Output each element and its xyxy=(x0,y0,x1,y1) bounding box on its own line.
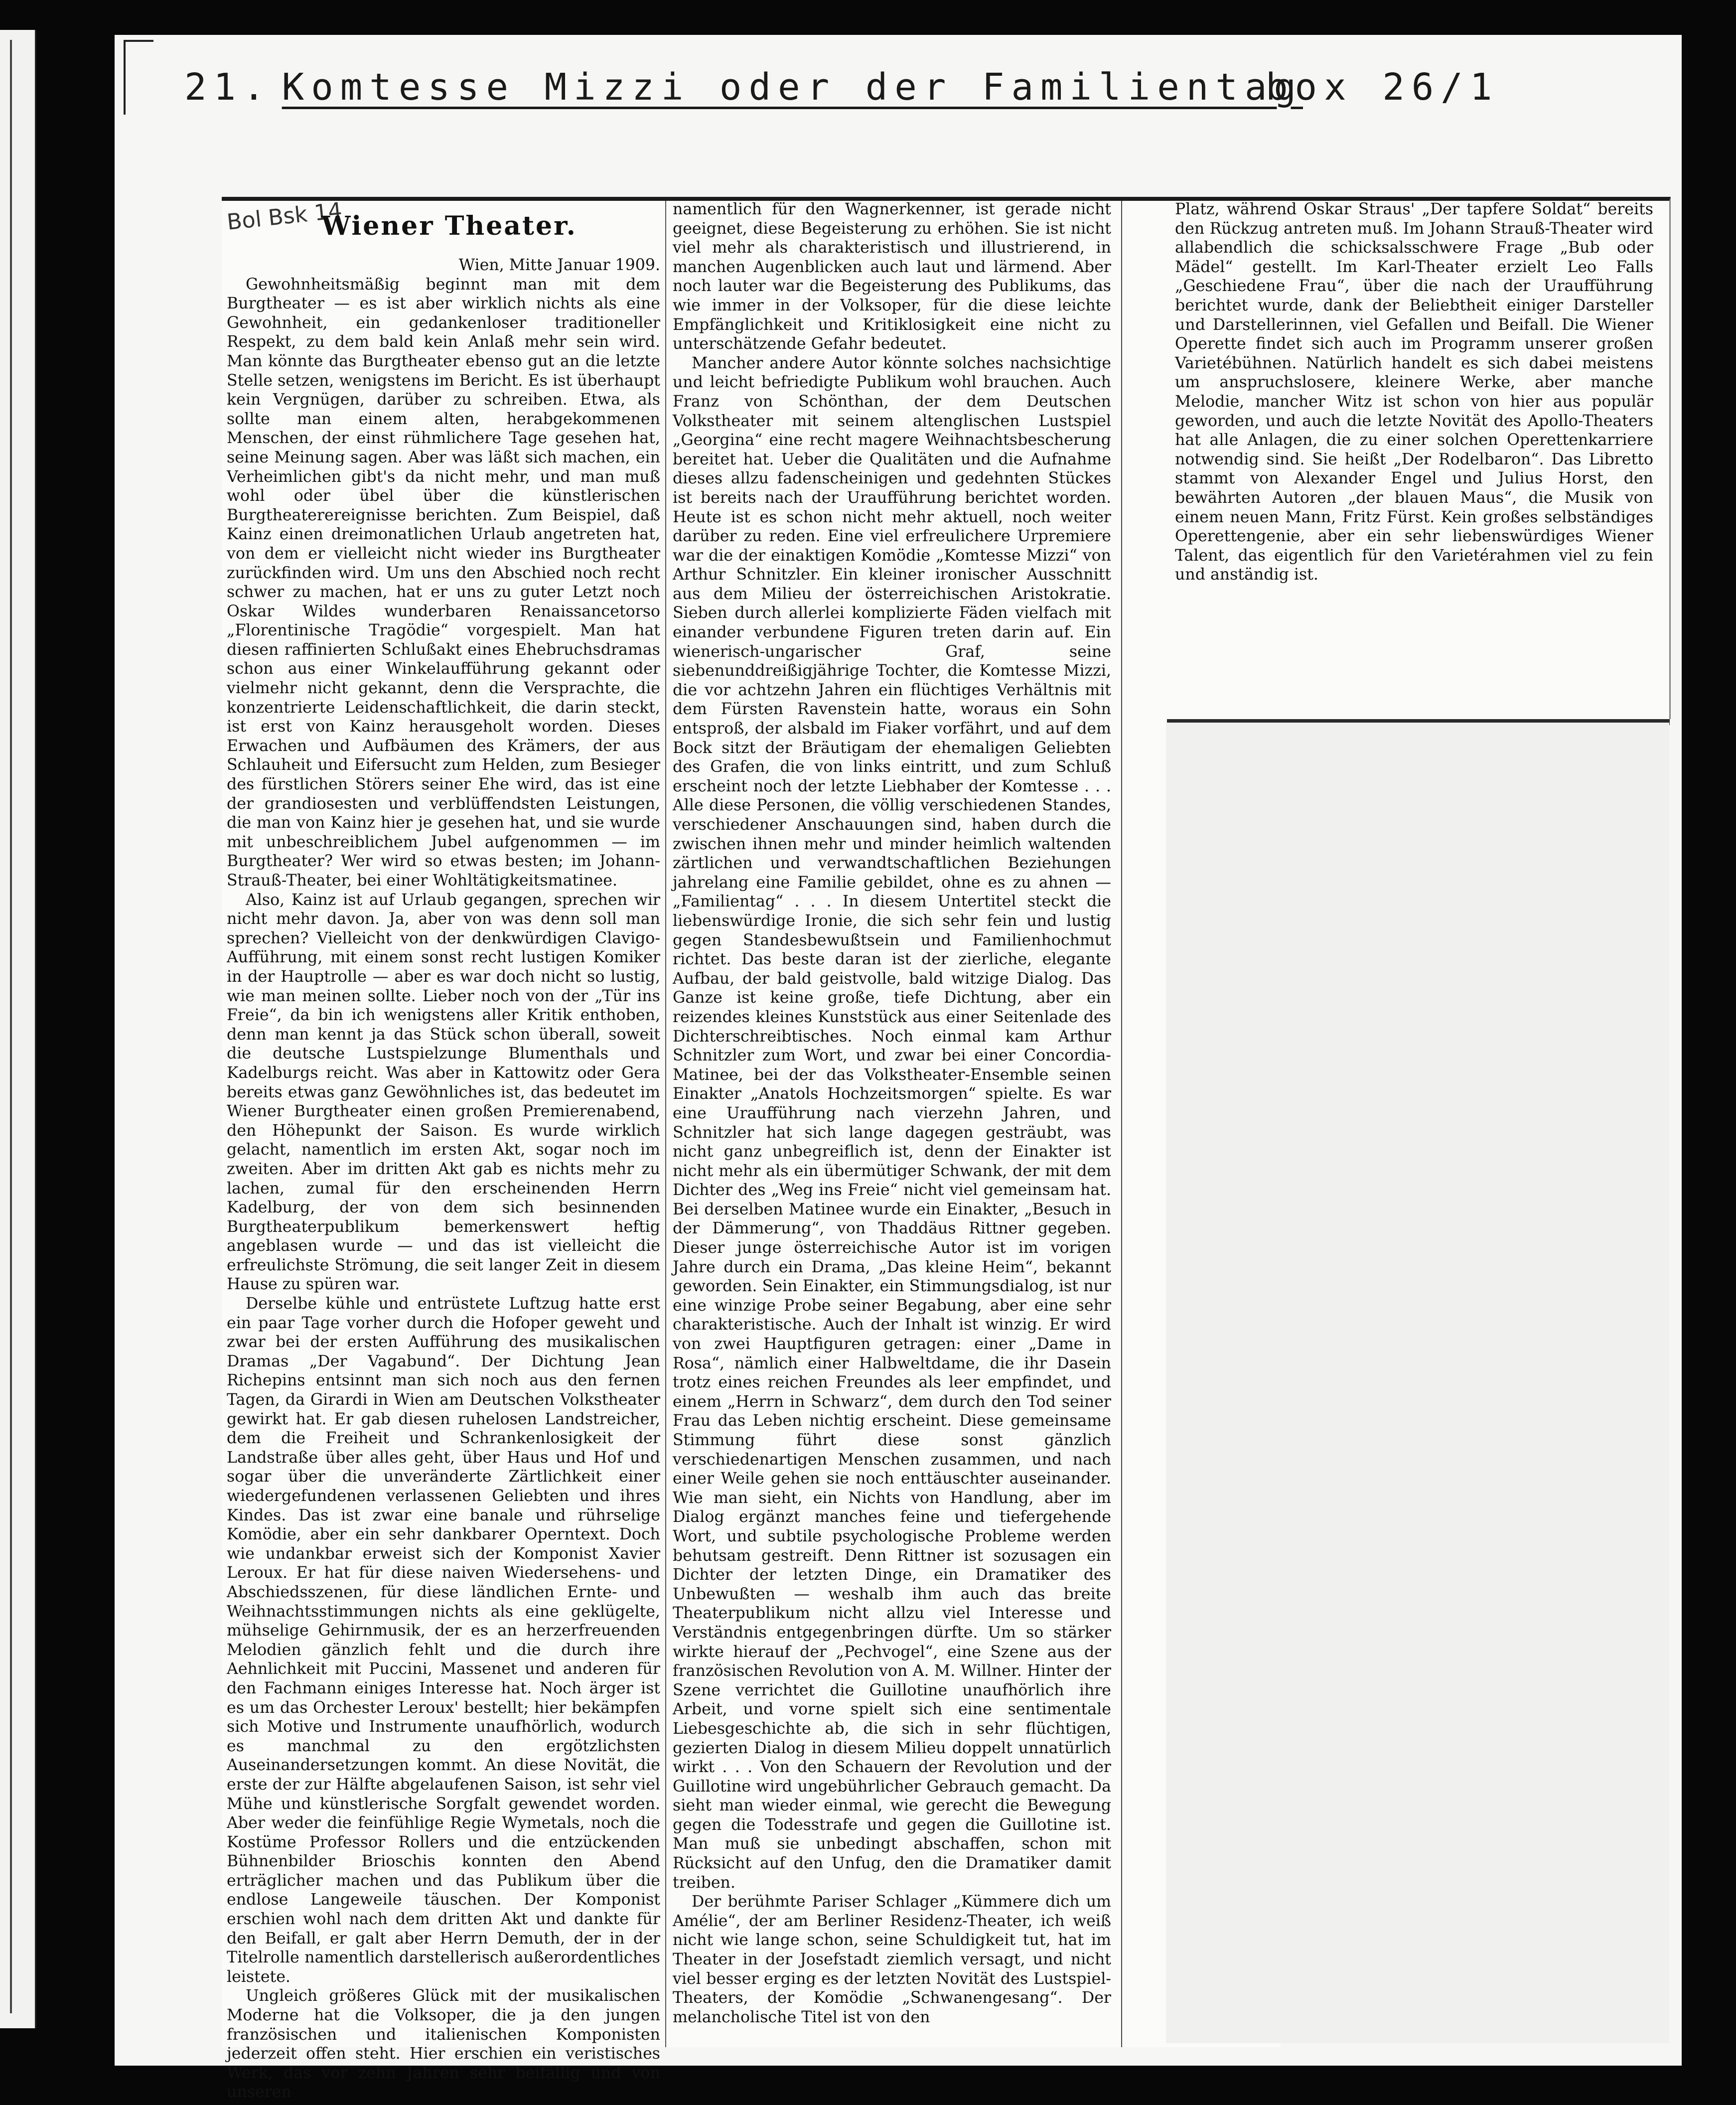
paragraph: Ungleich größeres Glück mit der musikalischen Moderne hat die Volksoper, die ja den jungen französischen und italienischen Komponisten jederzeit offen steht. Hier erschien ein veristisches Werk, das vor zehn Jahren sehr beifällig und von unseren xyxy=(227,1987,660,2102)
card-title: Komtesse Mizzi oder der Familientag xyxy=(282,66,1303,109)
newspaper-clipping xyxy=(222,197,1281,2102)
newspaper-clipping-column-3 xyxy=(1166,197,1671,719)
paragraph: Platz, während Oskar Straus' „Der tapfere Soldat“ bereits den Rückzug antreten muß. Im Johann Strauß-Theater wird allabendlich die schicksalsschwere Frage „Bub oder Mädel“ gestellt. Im Karl-Theater erzielt Leo Falls „Geschiedene Frau“, über die nach der Uraufführung berichtet wurde, dank der Beliebtheit einiger Darsteller und Darstellerinnen, viel Gefallen und Beifall. Die Wiener Operette findet sich auch im Programm unserer großen Varietébühnen. Natürlich handelt es sich dabei meistens um anspruchslosere, kleinere Werke, aber manche Melodie, mancher Witz ist schon von hier aus populär geworden, und auch die letzte Novität des Apollo-Theaters hat alle Anlagen, die zu einer solchen Operettenkarriere notwendig sind. Sie heißt „Der Rodelbaron“. Das Libretto stammt von Alexander Engel und Julius Horst, den bewährten Autoren „der blauen Maus“, die Musik von einem neuen Mann, Fritz Fürst. Kein großes selbständiges Operettengenie, aber ein sehr liebenswürdiges Wiener Talent, das eigentlich für den Varietérahmen viel zu fein und anständig ist. xyxy=(1175,200,1653,584)
corner-mark xyxy=(124,40,153,42)
pencil-note: Bol Bsk 14 xyxy=(225,198,343,235)
paragraph: Derselbe kühle und entrüstete Luftzug hatte erst ein paar Tage vorher durch die Hofoper geweht und zwar bei der ersten Aufführung des musikalischen Dramas „Der Vagabund“. Der Dichtung Jean Richepins entsinnt man sich noch aus den fernen Tagen, da Girardi in Wien am Deutschen Volkstheater gewirkt hat. Er gab diesen ruhelosen Landstreicher, dem die Freiheit und Schrankenlosigkeit der Landstraße über alles geht, über Haus und Hof und sogar über die unveränderte Zärtlichkeit einer wiedergefundenen verlassenen Geliebten und ihres Kindes. Das ist zwar eine banale und rührselige Komödie, aber ein sehr dankbarer Operntext. Doch wie undankbar erweist sich der Komponist Xavier Leroux. Er hat für diese naiven Wiedersehens- und Abschiedsszenen, für diese ländlichen Ernte- und Weihnachtsstimmungen nichts als eine geklügelte, mühselige Gehirnmusik, der es an herzerfreuenden Melodien gänzlich fehlt und die durch ihre Aehnlichkeit mit Puccini, Massenet und anderen für den Fachmann einiges Interesse hat. Noch ärger ist es um das Orchester Leroux' bestellt; hier bekämpfen sich Motive und Instrumente unaufhörlich, wodurch es manchmal zu den ergötzlichsten Auseinandersetzungen kommt. An diese Novität, die erste der zur Hälfte abgelaufenen Saison, ist sehr viel Mühe und künstlerische Sorgfalt gewendet worden. Aber weder die feinfühlige Regie Wymetals, noch die Kostüme Professor Rollers und die entzückenden Bühnenbilder Brioschis konnten den Abend erträglicher machen und das Publikum über die endlose Langeweile täuschen. Der Komponist erschien wohl nach dem dritten Akt und dankte für den Beifall, er galt aber Herrn Demuth, der in der Titelrolle namentlich darstellerisch außerordentliches leistete. xyxy=(227,1295,660,1986)
paragraph: Der berühmte Pariser Schlager „Kümmere dich um Amélie“, der am Berliner Residenz-Theater, ich weiß nicht wie lange schon, seine Schuldigkeit tut, hat im Theater in der Josefstadt ziemlich versagt, und nicht viel besser erging es der letzten Novität des Lustspiel-Theaters, der Komödie „Schwanengesang“. Der melancholische Titel ist von den xyxy=(673,1893,1111,2026)
article-column-2 xyxy=(673,200,1111,2027)
article-column-3 xyxy=(1175,200,1653,585)
paragraph: Mancher andere Autor könnte solches nachsichtige und leicht befriedigte Publikum wohl brauchen. Auch Franz von Schönthan, der dem Deutschen Volkstheater mit seinem altenglischen Lustspiel „Georgina“ eine recht magere Weihnachtsbescherung bereitet hat. Ueber die Qualitäten und die Aufnahme dieses allzu fadenscheinigen und gedehnten Stückes ist bereits nach der Uraufführung berichtet worden. Heute ist es schon nicht mehr aktuell, noch weiter darüber zu reden. Eine viel erfreulichere Urpremiere war die der einaktigen Komödie „Komtesse Mizzi“ von Arthur Schnitzler. Ein kleiner ironischer Ausschnitt aus dem Milieu der österreichischen Aristokratie. Sieben durch allerlei komplizierte Fäden vielfach mit einander verbundene Figuren treten darin auf. Ein wienerisch-ungarischer Graf, seine siebenunddreißigjährige Tochter, die Komtesse Mizzi, die vor achtzehn Jahren ein flüchtiges Verhältnis mit dem Fürsten Ravenstein hatte, woraus ein Sohn entsproß, der alsbald im Fiaker vorfährt, und auf dem Bock sitzt der Bräutigam der ehemaligen Geliebten des Grafen, die von links eintritt, und zum Schluß erscheint noch der letzte Liebhaber der Komtesse . . . Alle diese Personen, die völlig verschiedenen Standes, verschiedener Anschauungen sind, haben durch die zwischen ihnen mehr und minder heimlich waltenden zärtlichen und verwandtschaftlichen Beziehungen jahrelang eine Familie gebildet, ohne es zu ahnen — „Familientag“ . . . In diesem Untertitel steckt die liebenswürdige Ironie, die sich sehr fein und lustig gegen Standesbewußtsein und Familienhochmut richtet. Das beste daran ist der zierliche, elegante Aufbau, der bald geistvolle, bald witzige Dialog. Das Ganze ist keine große, tiefe Dichtung, aber ein reizendes kleines Kunststück aus einer Seitenlade des Dichterschreibtisches. Noch einmal kam Arthur Schnitzler zum Wort, und zwar bei einer Concordia-Matinee, bei der das Volkstheater-Ensemble seinen Einakter „Anatols Hochzeitsmorgen“ spielte. Es war eine Uraufführung nach vierzehn Jahren, und Schnitzler hat sich lange dagegen gesträubt, was nicht ganz unbegreiflich ist, denn der Einakter ist nicht mehr als ein übermütiger Schwank, der mit dem Dichter des „Weg ins Freie“ nicht viel gemeinsam hat. Bei derselben Matinee wurde ein Einakter, „Besuch in der Dämmerung“, von Thaddäus Rittner gegeben. Dieser junge österreichische Autor ist im vorigen Jahre durch ein Drama, „Das kleine Heim“, bekannt geworden. Sein Einakter, ein Stimmungsdialog, ist nur eine winzige Probe seiner Begabung, aber eine sehr charakteristische. Auch der Inhalt ist winzig. Er wird von zwei Hauptfiguren getragen: einer „Dame in Rosa“, nämlich einer Halbweltdame, die ihr Dasein trotz eines reichen Freundes als leer empfindet, und einem „Herrn in Schwarz“, dem durch den Tod seiner Frau das Leben nichtig erscheint. Diese gemeinsame Stimmung führt diese sonst gänzlich verschiedenartigen Menschen zusammen, und nach einer Weile gehen sie noch enttäuschter auseinander. Wie man sieht, ein Nichts von Handlung, aber im Dialog ergänzt manches feine und tiefergehende Wort, und subtile psychologische Probleme werden behutsam gestreift. Denn Rittner ist sozusagen ein Dichter der letzten Dinge, ein Dramatiker des Unbewußten — weshalb ihm auch das breite Theaterpublikum nicht allzu viel Interesse und Verständnis entgegenbringen dürfte. Um so stärker wirkte hierauf der „Pechvogel“, eine Szene aus der französischen Revolution von A. M. Willner. Hinter der Szene verrichtet die Guillotine unaufhörlich ihre Arbeit, und vorne spielt sich eine sentimentale Liebesgeschichte ab, die sich in sehr flüchtigen, gezierten Dialog in diesem Milieu doppelt unnatürlich wirkt . . . Von den Schauern der Revolution und der Guillotine wird ungebührlicher Gebrauch gemacht. Da sieht man wieder einmal, wie gerecht die Bewegung gegen die Todesstrafe und gegen die Guillotine ist. Man muß sie unbedingt abschaffen, schon mit Rücksicht auf den Unfug, den die Dramatiker damit treiben. xyxy=(673,354,1111,1892)
blank-card-area xyxy=(1166,723,1669,2043)
archive-card xyxy=(115,35,1682,2102)
column-rule xyxy=(665,201,666,2047)
card-number: 21. xyxy=(184,66,272,109)
adjacent-card-edge xyxy=(0,30,36,2028)
box-label: box 26/1 xyxy=(1266,66,1499,109)
corner-mark xyxy=(124,40,126,115)
paragraph: namentlich für den Wagnerkenner, ist gerade nicht geeignet, diese Begeisterung zu erhöhen. Sie ist nicht viel mehr als charakteristisch und illustrierend, in manchen Augenblicken auch laut und lärmend. Aber noch lauter war die Begeisterung des Publikums, das wie immer in der Volksoper, für die diese leichte Empfänglichkeit und Kritiklosigkeit eine nicht zu unterschätzende Gefahr bedeutet. xyxy=(673,200,1111,353)
paragraph: Gewohnheitsmäßig beginnt man mit dem Burgtheater — es ist aber wirklich nichts als eine Gewohnheit, ein gedankenloser traditioneller Respekt, zu dem bald kein Anlaß mehr sein wird. Man könnte das Burgtheater ebenso gut an die letzte Stelle setzen, wenigstens im Bericht. Es ist überhaupt kein Vergnügen, darüber zu schreiben. Etwa, als sollte man einem alten, herabgekommenen Menschen, der einst rühmlichere Tage gesehen hat, seine Meinung sagen. Aber was läßt sich machen, ein Verheimlichen gibt's da nicht mehr, und man muß wohl oder übel über die künstlerischen Burgtheaterereignisse berichten. Zum Beispiel, daß Kainz einen dreimonatlichen Urlaub angetreten hat, von dem er vielleicht nicht wieder ins Burgtheater zurückfinden wird. Um uns den Abschied noch recht schwer zu machen, hat er uns zu guter Letzt noch Oskar Wildes wunderbaren Renaissancetorso „Florentinische Tragödie“ vorgespielt. Man hat diesen raffinierten Schlußakt eines Ehebruchsdramas schon aus einer Winkelaufführung gekannt oder vielmehr nicht gekannt, denn die Versprachte, die konzentrierte Leidenschaftlichkeit, die darin steckt, ist erst von Kainz herausgeholt worden. Dieses Erwachen und Aufbäumen des Krämers, der aus Schlauheit und Eifersucht zum Helden, zum Besieger des fürstlichen Störers seiner Ehe wird, das ist eine der grandiosesten und verblüffendsten Leistungen, die man von Kainz hier je gesehen hat, und sie wurde mit unbeschreiblichem Jubel aufgenommen — im Burgtheater? Wer wird so etwas besten; im Johann-Strauß-Theater, bei einer Wohltätigkeitsmatinee. xyxy=(227,275,660,890)
column-rule xyxy=(1121,201,1122,2047)
paragraph: Also, Kainz ist auf Urlaub gegangen, sprechen wir nicht mehr davon. Ja, aber von was denn soll man sprechen? Vielleicht von der denkwürdigen Clavigo-Aufführung, mit einem sonst recht lustigen Komiker in der Hauptrolle — aber es war doch nicht so lustig, wie man meinen sollte. Lieber noch von der „Tür ins Freie“, da bin ich wenigstens aller Kritik enthoben, denn man kennt ja das Stück schon überall, soweit die deutsche Lustspielzunge Blumenthals und Kadelburgs reicht. Was aber in Kattowitz oder Gera bereits etwas ganz Gewöhnliches ist, das bedeutet im Wiener Burgtheater einen großen Premierenabend, den Höhepunkt der Saison. Es wurde wirklich gelacht, namentlich im ersten Akt, sogar noch im zweiten. Aber im dritten Akt gab es nichts mehr zu lachen, zumal für den erscheinenden Herrn Kadelburg, der von dem sich besinnenden Burgtheaterpublikum bemerkenswert heftig angeblasen wurde — und das ist vielleicht die erfreulichste Strömung, die seit langer Zeit in diesem Hause zu spüren war. xyxy=(227,891,660,1294)
dateline: Wien, Mitte Januar 1909. xyxy=(458,256,660,274)
article-column-1 xyxy=(227,256,660,2102)
card-header xyxy=(184,50,1303,125)
article-heading: Wiener Theater. xyxy=(321,211,577,241)
